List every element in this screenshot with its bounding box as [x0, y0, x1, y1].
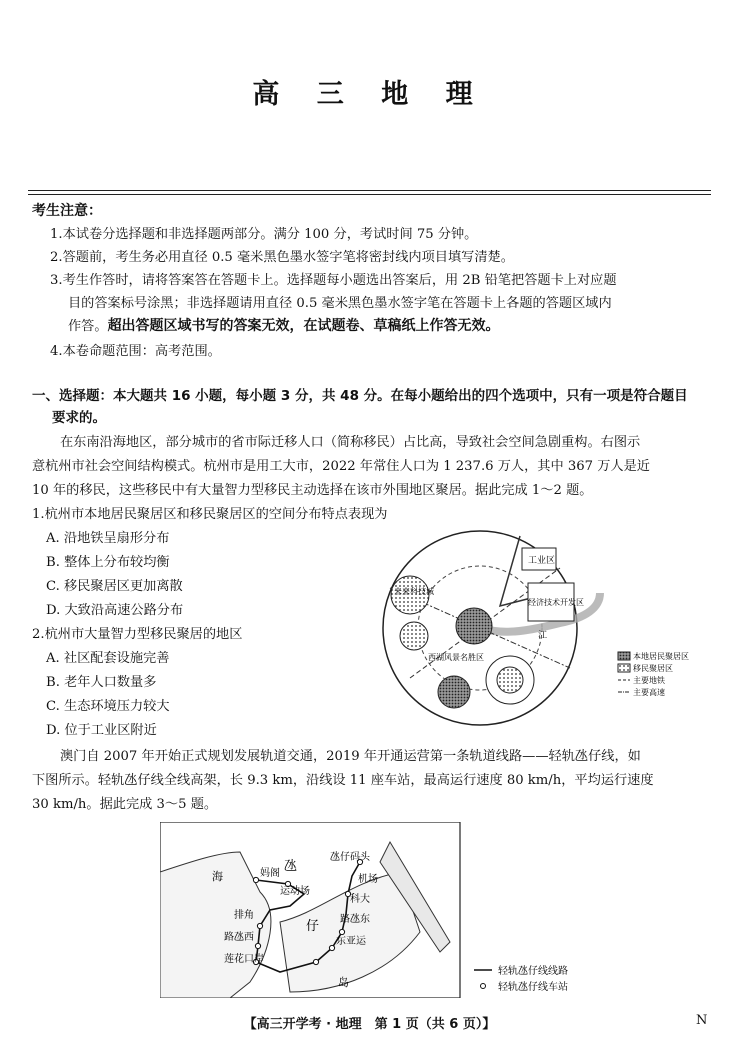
legend-metro: 主要地铁	[633, 676, 665, 685]
notice-plain: 作答。	[68, 319, 108, 334]
legend-highway: 主要高速	[633, 688, 665, 697]
notice-item-1: 1.本试卷分选择题和非选择题两部分。满分 100 分，考试时间 75 分钟。	[50, 227, 478, 242]
station-marker	[255, 943, 260, 948]
legend-swatch-local	[618, 652, 630, 660]
notice-emphasis: 超出答题区域书写的答案无效，在试题卷、草稿纸上作答无效。	[107, 318, 500, 334]
question-2-stem: 2.杭州市大量智力型移民聚居的地区	[32, 627, 243, 642]
question-1-stem: 1.杭州市本地居民聚居区和移民聚居区的空间分布特点表现为	[32, 507, 388, 522]
label-taipa-2: 仔	[306, 919, 320, 934]
station-marker	[313, 959, 318, 964]
page-footer: 【高三开学考 · 地理 第 1 页（共 6 页）】	[243, 1017, 496, 1032]
label-industrial: 工业区	[528, 556, 556, 566]
station-label-airport: 机场	[358, 874, 378, 885]
local-residential-core	[456, 608, 492, 644]
passage-1-line: 10 年的移民，这些移民中有大量智力型移民主动选择在该市外围地区聚居。据此完成 1～2 题。	[32, 483, 593, 498]
migrant-area-south	[497, 667, 523, 693]
notice-item-3: 3.考生作答时，请将答案答在答题卡上。选择题每小题选出答案后，用 2B 铅笔把答题卡上对应题	[50, 273, 617, 288]
station-marker	[339, 929, 344, 934]
notice-item-2: 2.答题前，考生务必用直径 0.5 毫米黑色墨水签字笔将密封线内项目填写清楚。	[50, 250, 514, 265]
label-ocean: 海	[212, 870, 223, 883]
station-label-cotai-east: 路氹东	[340, 914, 370, 925]
question-1-option-c: C. 移民聚居区更加离散	[46, 579, 183, 594]
station-label-ferry: 氹仔码头	[330, 852, 370, 863]
label-xixi: 西湖风景名胜区	[428, 653, 484, 662]
station-label-stadium: 运动场	[280, 886, 310, 897]
station-marker	[253, 877, 258, 882]
legend-route: 轻轨氹仔线线路	[498, 966, 568, 977]
passage-1-line: 意杭州市社会空间结构模式。杭州市是用工大市，2022 年常住人口为 1 237.6 万人，其中 367 万人是近	[32, 459, 650, 474]
station-label-lotus: 莲花口岸	[224, 954, 264, 965]
version-mark: N	[696, 1013, 708, 1028]
label-econ-dev: 经济技术开发区	[528, 598, 584, 607]
divider-line	[28, 194, 711, 195]
label-science-city: 未来科技城	[394, 587, 434, 596]
station-marker	[329, 945, 334, 950]
label-island: 岛	[338, 976, 349, 989]
station-marker	[257, 923, 262, 928]
station-label-cotai-west: 路氹西	[224, 932, 254, 943]
station-label-paijiao: 排角	[234, 910, 254, 921]
page-title: 高 三 地 理	[252, 79, 487, 110]
notice-item-4: 4.本卷命题范围：高考范围。	[50, 344, 221, 359]
passage-2-line: 澳门自 2007 年开始正式规划发展轨道交通，2019 年开通运营第一条轨道线路——轻轨氹仔线，如	[60, 749, 641, 764]
question-1-option-a: A. 沿地铁呈扇形分布	[46, 531, 170, 546]
local-residential-south	[438, 676, 470, 708]
question-1-option-b: B. 整体上分布较均衡	[46, 555, 170, 570]
legend-local: 本地居民聚居区	[633, 652, 689, 661]
label-taipa-1: 氹	[284, 859, 298, 874]
section-heading: 一、选择题：本大题共 16 小题，每小题 3 分，共 48 分。在每小题给出的四个选项中，只有一项是符合题目	[32, 388, 688, 404]
passage-2-line: 下图所示。轻轨氹仔线全线高架，长 9.3 km，沿线设 11 座车站，最高运行速度 80 km/h，平均运行速度	[32, 773, 654, 788]
station-label-mage: 妈阁	[260, 868, 280, 879]
legend-swatch-migrant	[618, 664, 630, 672]
notice-item-3-cont: 目的答案标号涂黑；非选择题请用直径 0.5 毫米黑色墨水签字笔在答题卡上各题的答题区域内	[68, 296, 612, 311]
passage-1-line: 在东南沿海地区，部分城市的省市际迁移人口（简称移民）占比高，导致社会空间急剧重构。右图示	[60, 435, 641, 450]
station-label-east-asian: 东亚运	[336, 936, 366, 947]
macau-light-rail-map	[160, 822, 600, 998]
legend-migrant: 移民聚居区	[633, 664, 673, 673]
migrant-area-west	[400, 622, 428, 650]
question-2-option-a: A. 社区配套设施完善	[46, 651, 170, 666]
hangzhou-structure-map	[370, 528, 720, 728]
legend-swatch-station	[481, 984, 486, 989]
notice-heading: 考生注意：	[32, 203, 102, 219]
question-1-option-d: D. 大致沿高速公路分布	[46, 603, 184, 618]
label-river: 江	[538, 631, 548, 641]
station-label-keda: 科大	[350, 894, 370, 905]
question-2-option-b: B. 老年人口数量多	[46, 675, 157, 690]
divider-line	[28, 190, 711, 191]
notice-item-3-end	[68, 316, 500, 337]
section-heading-cont: 要求的。	[52, 410, 106, 426]
question-2-option-d: D. 位于工业区附近	[46, 723, 157, 738]
question-2-option-c: C. 生态环境压力较大	[46, 699, 170, 714]
passage-2-line: 30 km/h。据此完成 3～5 题。	[32, 797, 218, 812]
legend-station: 轻轨氹仔线车站	[498, 982, 568, 993]
